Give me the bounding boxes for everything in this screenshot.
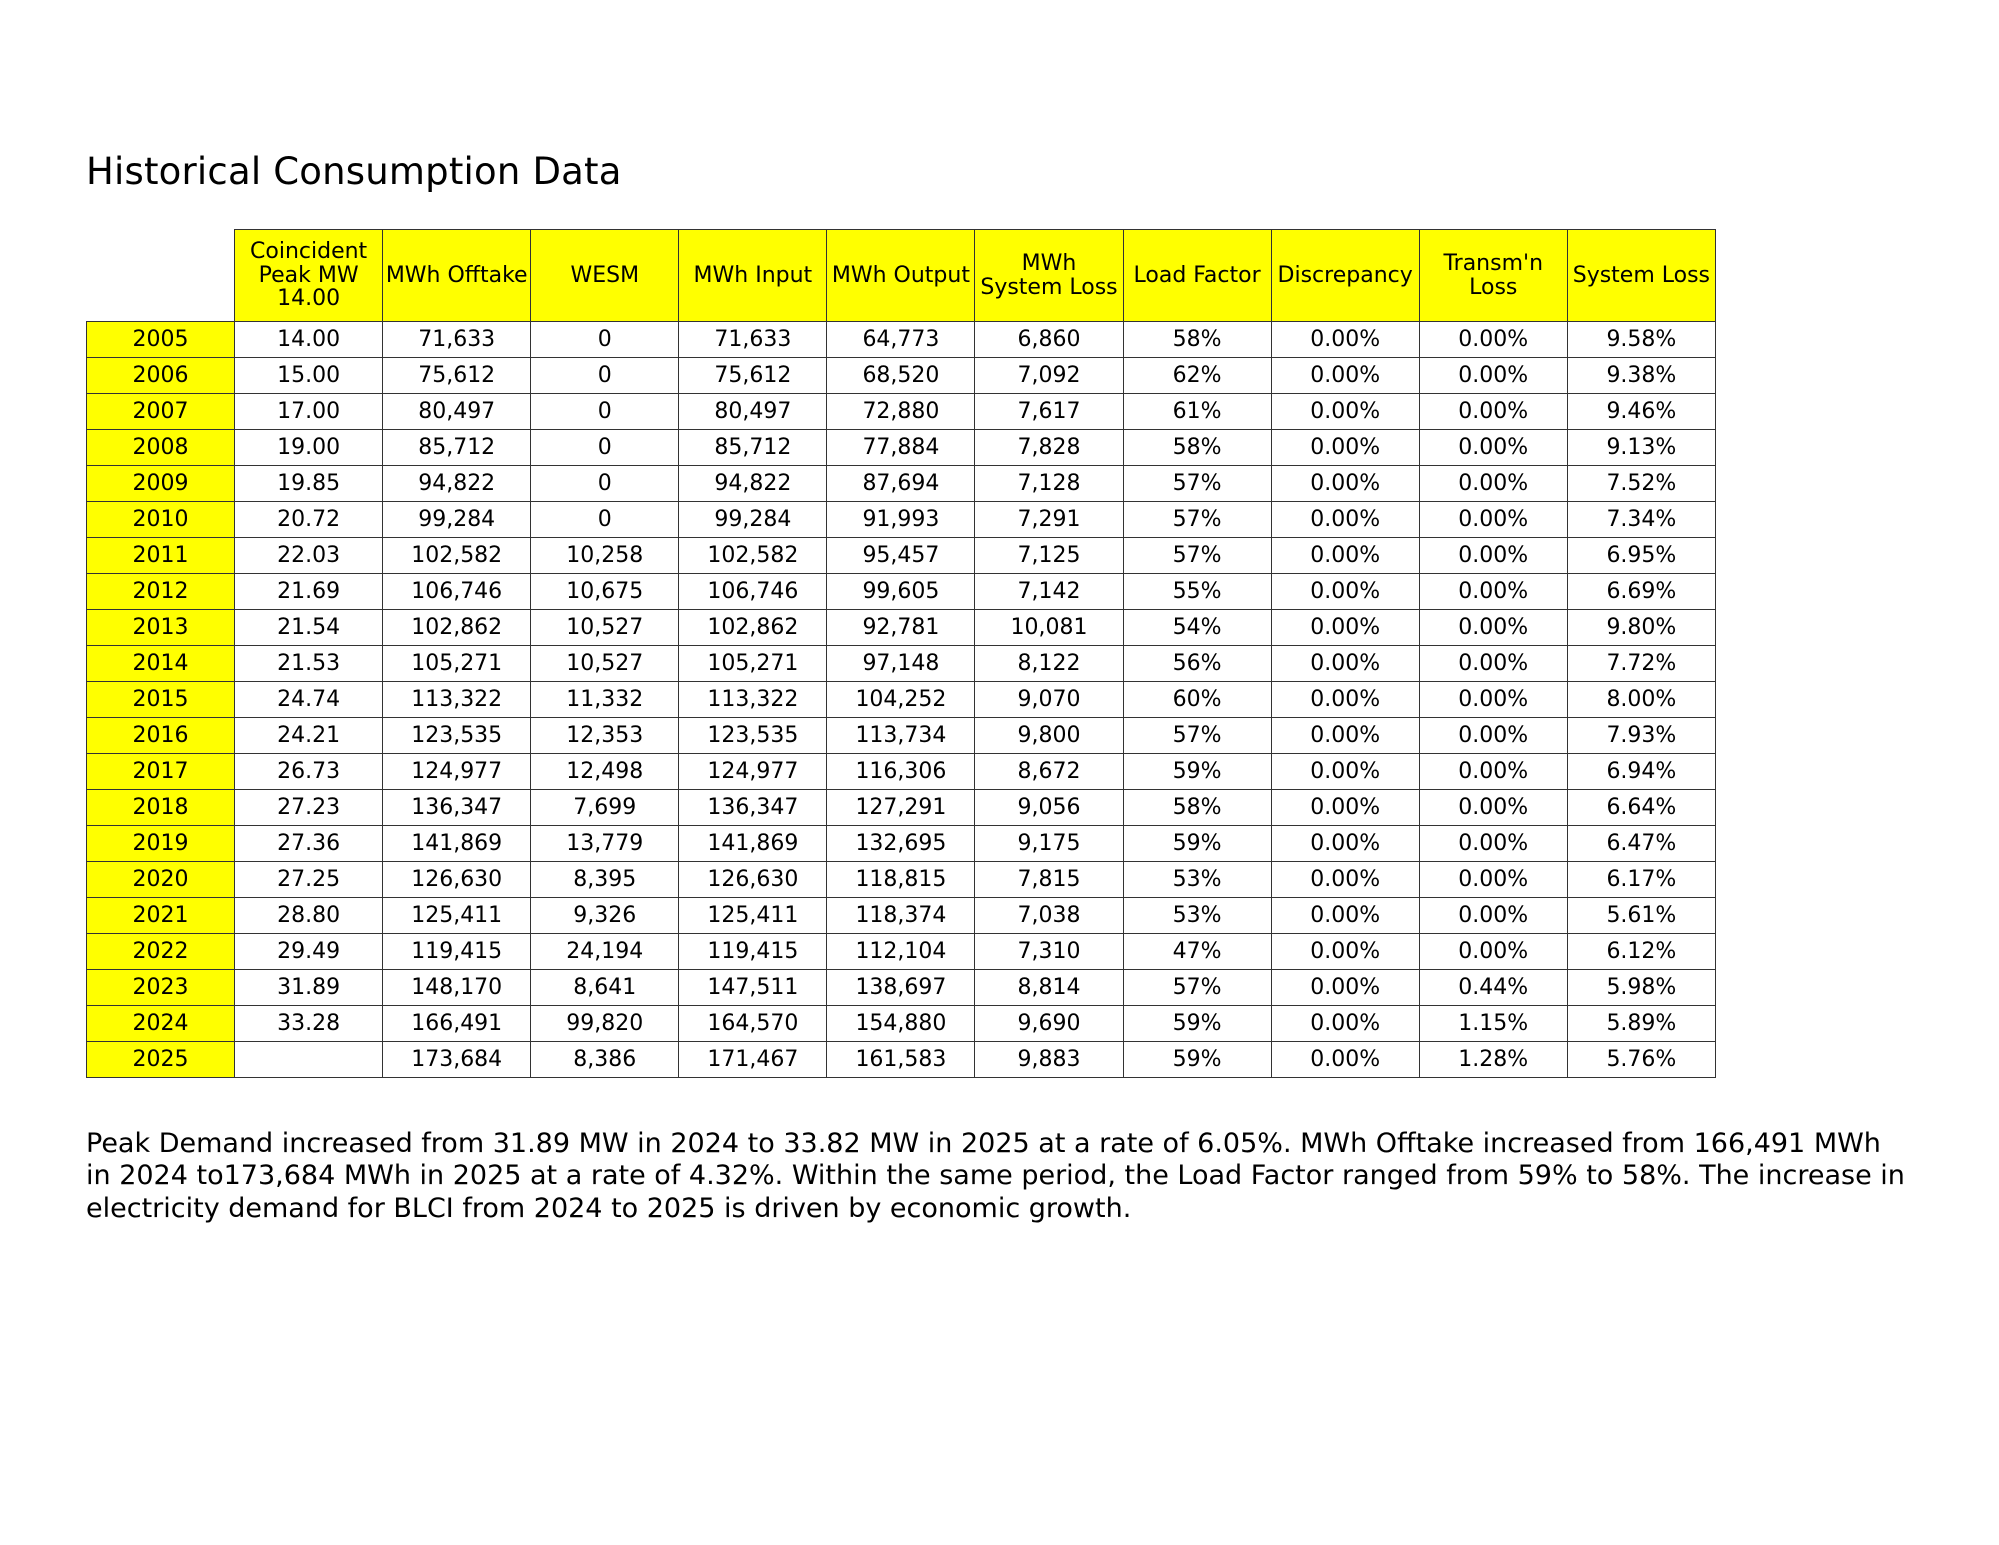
cell-mwh-output: 161,583 (827, 1042, 975, 1078)
table-row (87, 862, 1716, 898)
table-row (87, 574, 1716, 610)
cell-year: 2017 (87, 754, 235, 790)
cell-mwh-offtake: 141,869 (383, 826, 531, 862)
cell-peak-mw: 21.54 (235, 610, 383, 646)
cell-mwh-input: 124,977 (679, 754, 827, 790)
cell-mwh-system-loss: 7,828 (975, 430, 1123, 466)
cell-system-loss: 8.00% (1567, 682, 1715, 718)
cell-load-factor: 61% (1123, 394, 1271, 430)
cell-year: 2016 (87, 718, 235, 754)
cell-load-factor: 58% (1123, 322, 1271, 358)
cell-system-loss: 7.93% (1567, 718, 1715, 754)
cell-mwh-offtake: 125,411 (383, 898, 531, 934)
cell-transmission-loss: 0.00% (1419, 322, 1567, 358)
cell-peak-mw: 24.74 (235, 682, 383, 718)
cell-year: 2025 (87, 1042, 235, 1078)
cell-year: 2007 (87, 394, 235, 430)
cell-mwh-input: 119,415 (679, 934, 827, 970)
table-row (87, 466, 1716, 502)
table-row (87, 898, 1716, 934)
cell-load-factor: 47% (1123, 934, 1271, 970)
table-row (87, 754, 1716, 790)
header-transmission-loss: Transm'n Loss (1419, 230, 1567, 322)
cell-mwh-offtake: 123,535 (383, 718, 531, 754)
cell-mwh-input: 171,467 (679, 1042, 827, 1078)
cell-mwh-system-loss: 8,122 (975, 646, 1123, 682)
cell-mwh-output: 72,880 (827, 394, 975, 430)
cell-wesm: 7,699 (531, 790, 679, 826)
cell-load-factor: 58% (1123, 430, 1271, 466)
cell-mwh-output: 104,252 (827, 682, 975, 718)
cell-year: 2014 (87, 646, 235, 682)
cell-transmission-loss: 0.44% (1419, 970, 1567, 1006)
cell-transmission-loss: 0.00% (1419, 754, 1567, 790)
cell-year: 2019 (87, 826, 235, 862)
cell-peak-mw: 27.36 (235, 826, 383, 862)
cell-mwh-offtake: 124,977 (383, 754, 531, 790)
cell-load-factor: 55% (1123, 574, 1271, 610)
header-mwh-system-loss: MWh System Loss (975, 230, 1123, 322)
cell-mwh-input: 113,322 (679, 682, 827, 718)
cell-mwh-output: 68,520 (827, 358, 975, 394)
cell-mwh-input: 141,869 (679, 826, 827, 862)
cell-mwh-offtake: 148,170 (383, 970, 531, 1006)
cell-year: 2012 (87, 574, 235, 610)
cell-mwh-offtake: 102,862 (383, 610, 531, 646)
cell-mwh-output: 99,605 (827, 574, 975, 610)
cell-system-loss: 6.17% (1567, 862, 1715, 898)
cell-mwh-system-loss: 9,800 (975, 718, 1123, 754)
cell-transmission-loss: 0.00% (1419, 394, 1567, 430)
cell-mwh-offtake: 119,415 (383, 934, 531, 970)
cell-system-loss: 6.64% (1567, 790, 1715, 826)
cell-system-loss: 9.13% (1567, 430, 1715, 466)
cell-mwh-system-loss: 7,291 (975, 502, 1123, 538)
cell-transmission-loss: 0.00% (1419, 466, 1567, 502)
cell-system-loss: 6.94% (1567, 754, 1715, 790)
cell-peak-mw: 17.00 (235, 394, 383, 430)
cell-discrepancy: 0.00% (1271, 394, 1419, 430)
cell-wesm: 11,332 (531, 682, 679, 718)
cell-system-loss: 5.98% (1567, 970, 1715, 1006)
cell-peak-mw: 29.49 (235, 934, 383, 970)
cell-transmission-loss: 0.00% (1419, 502, 1567, 538)
cell-mwh-system-loss: 9,175 (975, 826, 1123, 862)
cell-mwh-system-loss: 6,860 (975, 322, 1123, 358)
cell-mwh-output: 77,884 (827, 430, 975, 466)
cell-wesm: 13,779 (531, 826, 679, 862)
cell-load-factor: 59% (1123, 1006, 1271, 1042)
cell-mwh-output: 118,374 (827, 898, 975, 934)
cell-mwh-offtake: 94,822 (383, 466, 531, 502)
cell-mwh-offtake: 136,347 (383, 790, 531, 826)
cell-mwh-system-loss: 7,125 (975, 538, 1123, 574)
cell-mwh-input: 102,862 (679, 610, 827, 646)
cell-transmission-loss: 0.00% (1419, 826, 1567, 862)
cell-peak-mw: 21.69 (235, 574, 383, 610)
cell-discrepancy: 0.00% (1271, 682, 1419, 718)
table-row (87, 358, 1716, 394)
cell-peak-mw: 31.89 (235, 970, 383, 1006)
cell-discrepancy: 0.00% (1271, 358, 1419, 394)
header-corner-cell (87, 230, 235, 322)
cell-year: 2005 (87, 322, 235, 358)
cell-system-loss: 6.69% (1567, 574, 1715, 610)
cell-system-loss: 9.58% (1567, 322, 1715, 358)
cell-discrepancy: 0.00% (1271, 538, 1419, 574)
cell-year: 2010 (87, 502, 235, 538)
cell-mwh-output: 97,148 (827, 646, 975, 682)
cell-mwh-offtake: 166,491 (383, 1006, 531, 1042)
page-title: Historical Consumption Data (86, 150, 622, 193)
cell-system-loss: 7.52% (1567, 466, 1715, 502)
cell-load-factor: 57% (1123, 502, 1271, 538)
cell-load-factor: 59% (1123, 754, 1271, 790)
cell-mwh-system-loss: 9,883 (975, 1042, 1123, 1078)
cell-mwh-input: 125,411 (679, 898, 827, 934)
cell-mwh-system-loss: 8,672 (975, 754, 1123, 790)
cell-mwh-offtake: 71,633 (383, 322, 531, 358)
cell-load-factor: 58% (1123, 790, 1271, 826)
cell-mwh-input: 99,284 (679, 502, 827, 538)
cell-year: 2013 (87, 610, 235, 646)
table-row (87, 718, 1716, 754)
header-mwh-offtake: MWh Offtake (383, 230, 531, 322)
cell-wesm: 0 (531, 430, 679, 466)
header-system-loss: System Loss (1567, 230, 1715, 322)
cell-mwh-output: 95,457 (827, 538, 975, 574)
cell-peak-mw: 33.28 (235, 1006, 383, 1042)
cell-load-factor: 57% (1123, 970, 1271, 1006)
cell-mwh-system-loss: 7,815 (975, 862, 1123, 898)
cell-mwh-offtake: 126,630 (383, 862, 531, 898)
cell-load-factor: 60% (1123, 682, 1271, 718)
cell-mwh-output: 127,291 (827, 790, 975, 826)
cell-wesm: 8,386 (531, 1042, 679, 1078)
cell-discrepancy: 0.00% (1271, 934, 1419, 970)
cell-mwh-input: 106,746 (679, 574, 827, 610)
cell-wesm: 10,527 (531, 610, 679, 646)
cell-mwh-input: 164,570 (679, 1006, 827, 1042)
cell-year: 2020 (87, 862, 235, 898)
cell-system-loss: 7.34% (1567, 502, 1715, 538)
cell-wesm: 0 (531, 394, 679, 430)
cell-peak-mw (235, 1042, 383, 1078)
cell-discrepancy: 0.00% (1271, 1042, 1419, 1078)
cell-discrepancy: 0.00% (1271, 790, 1419, 826)
cell-transmission-loss: 0.00% (1419, 862, 1567, 898)
cell-system-loss: 6.12% (1567, 934, 1715, 970)
cell-discrepancy: 0.00% (1271, 826, 1419, 862)
cell-wesm: 8,395 (531, 862, 679, 898)
cell-mwh-system-loss: 8,814 (975, 970, 1123, 1006)
cell-mwh-output: 116,306 (827, 754, 975, 790)
cell-transmission-loss: 0.00% (1419, 574, 1567, 610)
table-row (87, 790, 1716, 826)
cell-mwh-system-loss: 7,128 (975, 466, 1123, 502)
cell-wesm: 10,527 (531, 646, 679, 682)
cell-peak-mw: 28.80 (235, 898, 383, 934)
cell-year: 2006 (87, 358, 235, 394)
cell-mwh-output: 91,993 (827, 502, 975, 538)
cell-system-loss: 9.46% (1567, 394, 1715, 430)
cell-transmission-loss: 0.00% (1419, 430, 1567, 466)
cell-transmission-loss: 0.00% (1419, 610, 1567, 646)
cell-wesm: 0 (531, 502, 679, 538)
table-row (87, 610, 1716, 646)
cell-peak-mw: 20.72 (235, 502, 383, 538)
table-row (87, 970, 1716, 1006)
summary-paragraph: Peak Demand increased from 31.89 MW in 2024 to 33.82 MW in 2025 at a rate of 6.05%. MWh Offtake increased from 166,491 MWh in 2024 to173,684 MWh in 2025 at a rate of 4.32%. Within the same period, the Load Factor ranged from 59% to 58%. The increase in electricity demand for BLCI from 2024 to 2025 is driven by economic growth. (86, 1128, 1905, 1224)
cell-discrepancy: 0.00% (1271, 1006, 1419, 1042)
cell-load-factor: 53% (1123, 862, 1271, 898)
cell-wesm: 8,641 (531, 970, 679, 1006)
cell-load-factor: 56% (1123, 646, 1271, 682)
cell-discrepancy: 0.00% (1271, 646, 1419, 682)
cell-transmission-loss: 0.00% (1419, 934, 1567, 970)
cell-mwh-input: 102,582 (679, 538, 827, 574)
table-row (87, 934, 1716, 970)
cell-year: 2009 (87, 466, 235, 502)
header-discrepancy: Discrepancy (1271, 230, 1419, 322)
cell-year: 2015 (87, 682, 235, 718)
cell-mwh-offtake: 80,497 (383, 394, 531, 430)
cell-wesm: 24,194 (531, 934, 679, 970)
cell-year: 2008 (87, 430, 235, 466)
table-row (87, 1042, 1716, 1078)
cell-mwh-offtake: 106,746 (383, 574, 531, 610)
cell-discrepancy: 0.00% (1271, 574, 1419, 610)
cell-peak-mw: 21.53 (235, 646, 383, 682)
cell-mwh-input: 136,347 (679, 790, 827, 826)
cell-transmission-loss: 0.00% (1419, 358, 1567, 394)
cell-system-loss: 6.95% (1567, 538, 1715, 574)
table-row (87, 1006, 1716, 1042)
cell-discrepancy: 0.00% (1271, 754, 1419, 790)
cell-transmission-loss: 0.00% (1419, 646, 1567, 682)
cell-mwh-input: 147,511 (679, 970, 827, 1006)
cell-year: 2021 (87, 898, 235, 934)
cell-mwh-input: 123,535 (679, 718, 827, 754)
cell-system-loss: 6.47% (1567, 826, 1715, 862)
cell-discrepancy: 0.00% (1271, 610, 1419, 646)
cell-discrepancy: 0.00% (1271, 970, 1419, 1006)
cell-mwh-offtake: 75,612 (383, 358, 531, 394)
cell-system-loss: 5.61% (1567, 898, 1715, 934)
cell-mwh-output: 138,697 (827, 970, 975, 1006)
cell-load-factor: 59% (1123, 826, 1271, 862)
cell-mwh-system-loss: 7,038 (975, 898, 1123, 934)
cell-transmission-loss: 0.00% (1419, 682, 1567, 718)
cell-mwh-offtake: 113,322 (383, 682, 531, 718)
cell-wesm: 10,675 (531, 574, 679, 610)
cell-system-loss: 5.76% (1567, 1042, 1715, 1078)
cell-discrepancy: 0.00% (1271, 430, 1419, 466)
cell-peak-mw: 27.25 (235, 862, 383, 898)
cell-transmission-loss: 1.28% (1419, 1042, 1567, 1078)
table-row (87, 646, 1716, 682)
cell-mwh-input: 71,633 (679, 322, 827, 358)
cell-wesm: 12,353 (531, 718, 679, 754)
cell-mwh-system-loss: 9,056 (975, 790, 1123, 826)
cell-wesm: 9,326 (531, 898, 679, 934)
table-row (87, 502, 1716, 538)
cell-mwh-output: 92,781 (827, 610, 975, 646)
cell-mwh-offtake: 173,684 (383, 1042, 531, 1078)
cell-mwh-input: 94,822 (679, 466, 827, 502)
cell-discrepancy: 0.00% (1271, 718, 1419, 754)
table-row (87, 538, 1716, 574)
header-mwh-output: MWh Output (827, 230, 975, 322)
cell-mwh-output: 113,734 (827, 718, 975, 754)
table-body (87, 322, 1716, 1078)
cell-wesm: 0 (531, 322, 679, 358)
cell-discrepancy: 0.00% (1271, 898, 1419, 934)
cell-mwh-output: 112,104 (827, 934, 975, 970)
cell-year: 2024 (87, 1006, 235, 1042)
cell-mwh-input: 75,612 (679, 358, 827, 394)
cell-mwh-input: 80,497 (679, 394, 827, 430)
cell-load-factor: 59% (1123, 1042, 1271, 1078)
table-row (87, 394, 1716, 430)
cell-discrepancy: 0.00% (1271, 862, 1419, 898)
cell-transmission-loss: 1.15% (1419, 1006, 1567, 1042)
table-row (87, 322, 1716, 358)
cell-wesm: 99,820 (531, 1006, 679, 1042)
cell-wesm: 12,498 (531, 754, 679, 790)
table-row (87, 826, 1716, 862)
cell-peak-mw: 14.00 (235, 322, 383, 358)
cell-peak-mw: 19.85 (235, 466, 383, 502)
cell-load-factor: 57% (1123, 538, 1271, 574)
cell-discrepancy: 0.00% (1271, 466, 1419, 502)
header-peak-mw: Coincident Peak MW 14.00 (235, 230, 383, 322)
header-mwh-input: MWh Input (679, 230, 827, 322)
header-wesm: WESM (531, 230, 679, 322)
cell-mwh-offtake: 99,284 (383, 502, 531, 538)
cell-mwh-system-loss: 9,070 (975, 682, 1123, 718)
cell-year: 2023 (87, 970, 235, 1006)
cell-mwh-system-loss: 7,092 (975, 358, 1123, 394)
cell-transmission-loss: 0.00% (1419, 718, 1567, 754)
cell-mwh-system-loss: 10,081 (975, 610, 1123, 646)
cell-load-factor: 57% (1123, 466, 1271, 502)
cell-mwh-input: 85,712 (679, 430, 827, 466)
cell-transmission-loss: 0.00% (1419, 538, 1567, 574)
cell-peak-mw: 26.73 (235, 754, 383, 790)
cell-system-loss: 9.38% (1567, 358, 1715, 394)
cell-mwh-system-loss: 7,617 (975, 394, 1123, 430)
table-row (87, 430, 1716, 466)
cell-mwh-offtake: 102,582 (383, 538, 531, 574)
cell-mwh-input: 126,630 (679, 862, 827, 898)
cell-mwh-output: 64,773 (827, 322, 975, 358)
cell-system-loss: 5.89% (1567, 1006, 1715, 1042)
cell-wesm: 10,258 (531, 538, 679, 574)
cell-peak-mw: 22.03 (235, 538, 383, 574)
cell-system-loss: 9.80% (1567, 610, 1715, 646)
table-header-row (87, 230, 1716, 322)
cell-wesm: 0 (531, 358, 679, 394)
cell-year: 2022 (87, 934, 235, 970)
cell-load-factor: 54% (1123, 610, 1271, 646)
cell-mwh-system-loss: 7,142 (975, 574, 1123, 610)
cell-mwh-offtake: 85,712 (383, 430, 531, 466)
cell-load-factor: 53% (1123, 898, 1271, 934)
header-load-factor: Load Factor (1123, 230, 1271, 322)
cell-mwh-input: 105,271 (679, 646, 827, 682)
cell-load-factor: 62% (1123, 358, 1271, 394)
cell-mwh-output: 118,815 (827, 862, 975, 898)
cell-load-factor: 57% (1123, 718, 1271, 754)
cell-peak-mw: 24.21 (235, 718, 383, 754)
cell-discrepancy: 0.00% (1271, 322, 1419, 358)
cell-mwh-output: 87,694 (827, 466, 975, 502)
cell-discrepancy: 0.00% (1271, 502, 1419, 538)
cell-peak-mw: 27.23 (235, 790, 383, 826)
cell-mwh-system-loss: 9,690 (975, 1006, 1123, 1042)
cell-year: 2011 (87, 538, 235, 574)
cell-mwh-offtake: 105,271 (383, 646, 531, 682)
cell-system-loss: 7.72% (1567, 646, 1715, 682)
table-row (87, 682, 1716, 718)
cell-mwh-system-loss: 7,310 (975, 934, 1123, 970)
cell-wesm: 0 (531, 466, 679, 502)
cell-mwh-output: 132,695 (827, 826, 975, 862)
cell-peak-mw: 19.00 (235, 430, 383, 466)
cell-mwh-output: 154,880 (827, 1006, 975, 1042)
consumption-table (86, 229, 1716, 1078)
cell-transmission-loss: 0.00% (1419, 898, 1567, 934)
cell-peak-mw: 15.00 (235, 358, 383, 394)
cell-year: 2018 (87, 790, 235, 826)
cell-transmission-loss: 0.00% (1419, 790, 1567, 826)
